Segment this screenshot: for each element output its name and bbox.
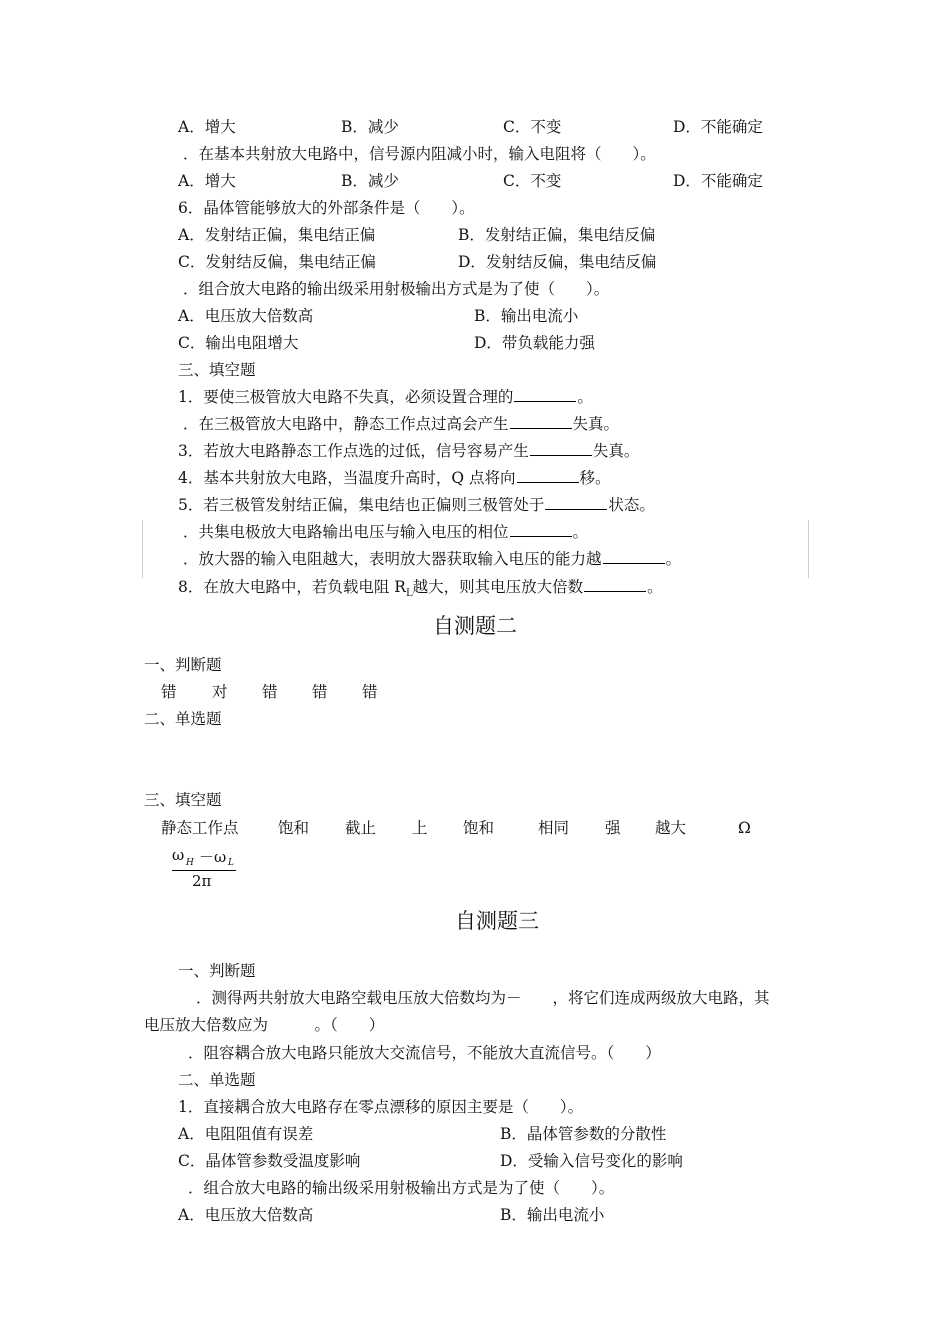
option-a: A．发射结正偏，集电结正偏 xyxy=(178,226,376,244)
fill-answer: 强 xyxy=(605,819,621,837)
fill-item-6: ．共集电极放大电路输出电压与输入电压的相位 。 xyxy=(183,523,589,541)
fill-answer: 上 xyxy=(412,819,428,837)
judge-answer: 对 xyxy=(212,683,228,701)
question-7: ．组合放大电路的输出级采用射极输出方式是为了使（ ）。 xyxy=(183,280,610,298)
option-d: D．不能确定 xyxy=(673,118,763,136)
question-1: 1．直接耦合放大电路存在零点漂移的原因主要是（ ）。 xyxy=(178,1098,584,1116)
fill-item-5: 5．若三极管发射结正偏，集电结也正偏则三极管处于 状态。 xyxy=(178,496,655,514)
answer-blank[interactable] xyxy=(545,495,607,510)
fill-header: 三、填空题 xyxy=(144,791,222,809)
judge-answer: 错 xyxy=(161,683,177,701)
judge-header: 一、判断题 xyxy=(144,656,222,674)
fill-answer: Ω xyxy=(738,819,751,837)
bandwidth-formula: ω H －ω L 2π xyxy=(172,846,242,892)
fill-item-1: 1．要使三极管放大电路不失真，必须设置合理的 。 xyxy=(178,388,593,406)
fill-item-2: ．在三极管放大电路中，静态工作点过高会产生 失真。 xyxy=(183,415,620,433)
option-d: D．不能确定 xyxy=(673,172,763,190)
option-c: C．发射结反偏，集电结正偏 xyxy=(178,253,376,271)
option-b: B．减少 xyxy=(341,118,399,136)
fill-answer: 饱和 xyxy=(278,819,310,837)
question-2: ．组合放大电路的输出级采用射极输出方式是为了使（ ）。 xyxy=(188,1179,615,1197)
option-b: B．发射结正偏，集电结反偏 xyxy=(458,226,656,244)
option-a: A．增大 xyxy=(178,172,236,190)
option-c: C．不变 xyxy=(503,118,562,136)
answer-blank[interactable] xyxy=(530,441,592,456)
judge-item-1-line-2: 电压放大倍数应为 。（ ） xyxy=(144,1016,385,1034)
option-b: B．输出电流小 xyxy=(474,307,579,325)
single-choice-header: 二、单选题 xyxy=(178,1071,256,1089)
margin-line-left xyxy=(142,520,143,578)
answer-blank[interactable] xyxy=(510,522,572,537)
option-c: C．输出电阻增大 xyxy=(178,334,299,352)
option-c: C．晶体管参数受温度影响 xyxy=(178,1152,361,1170)
fill-item-3: 3．若放大电路静态工作点选的过低，信号容易产生 失真。 xyxy=(178,442,640,460)
judge-item-2: ．阻容耦合放大电路只能放大交流信号，不能放大直流信号。（ ） xyxy=(188,1044,661,1062)
fill-answer: 截止 xyxy=(345,819,377,837)
judge-answer: 错 xyxy=(312,683,328,701)
judge-answer: 错 xyxy=(262,683,278,701)
fill-answer: 饱和 xyxy=(463,819,495,837)
fill-item-7: ．放大器的输入电阻越大，表明放大器获取输入电压的能力越 。 xyxy=(183,550,682,568)
option-a: A．电阻阻值有误差 xyxy=(178,1125,314,1143)
judge-header: 一、判断题 xyxy=(178,962,256,980)
fill-answer: 静态工作点 xyxy=(161,819,239,837)
fill-answer: 相同 xyxy=(538,819,570,837)
fill-section-header: 三、填空题 xyxy=(178,361,256,379)
fill-item-4: 4．基本共射放大电路，当温度升高时，Q 点将向 移。 xyxy=(178,469,611,487)
question-6: 6．晶体管能够放大的外部条件是（ ）。 xyxy=(178,199,475,217)
margin-line-right xyxy=(808,520,809,578)
judge-item-1-line-1: ．测得两共射放大电路空载电压放大倍数均为－ ，将它们连成两级放大电路，其 xyxy=(196,989,770,1007)
section-title: 自测题三 xyxy=(455,909,539,933)
option-d: D．带负载能力强 xyxy=(474,334,595,352)
single-choice-header: 二、单选题 xyxy=(144,710,222,728)
answer-blank[interactable] xyxy=(584,577,646,592)
option-b: B．减少 xyxy=(341,172,399,190)
section-title: 自测题二 xyxy=(433,614,517,638)
option-d: D．发射结反偏，集电结反偏 xyxy=(458,253,657,271)
option-d: D．受输入信号变化的影响 xyxy=(500,1152,683,1170)
answer-blank[interactable] xyxy=(603,549,665,564)
fill-item-8: 8．在放大电路中，若负载电阻 $R_L$越大，则其电压放大倍数 。 xyxy=(178,578,663,600)
answer-blank[interactable] xyxy=(510,414,572,429)
option-c: C．不变 xyxy=(503,172,562,190)
option-b: B．输出电流小 xyxy=(500,1206,605,1224)
judge-answer: 错 xyxy=(362,683,378,701)
answer-blank[interactable] xyxy=(517,468,579,483)
option-a: A．电压放大倍数高 xyxy=(178,307,314,325)
option-a: A．增大 xyxy=(178,118,236,136)
option-a: A．电压放大倍数高 xyxy=(178,1206,314,1224)
option-b: B．晶体管参数的分散性 xyxy=(500,1125,667,1143)
answer-blank[interactable] xyxy=(514,387,576,402)
question-5: ．在基本共射放大电路中，信号源内阻减小时，输入电阻将（ ）。 xyxy=(183,145,656,163)
fill-answer: 越大 xyxy=(655,819,687,837)
